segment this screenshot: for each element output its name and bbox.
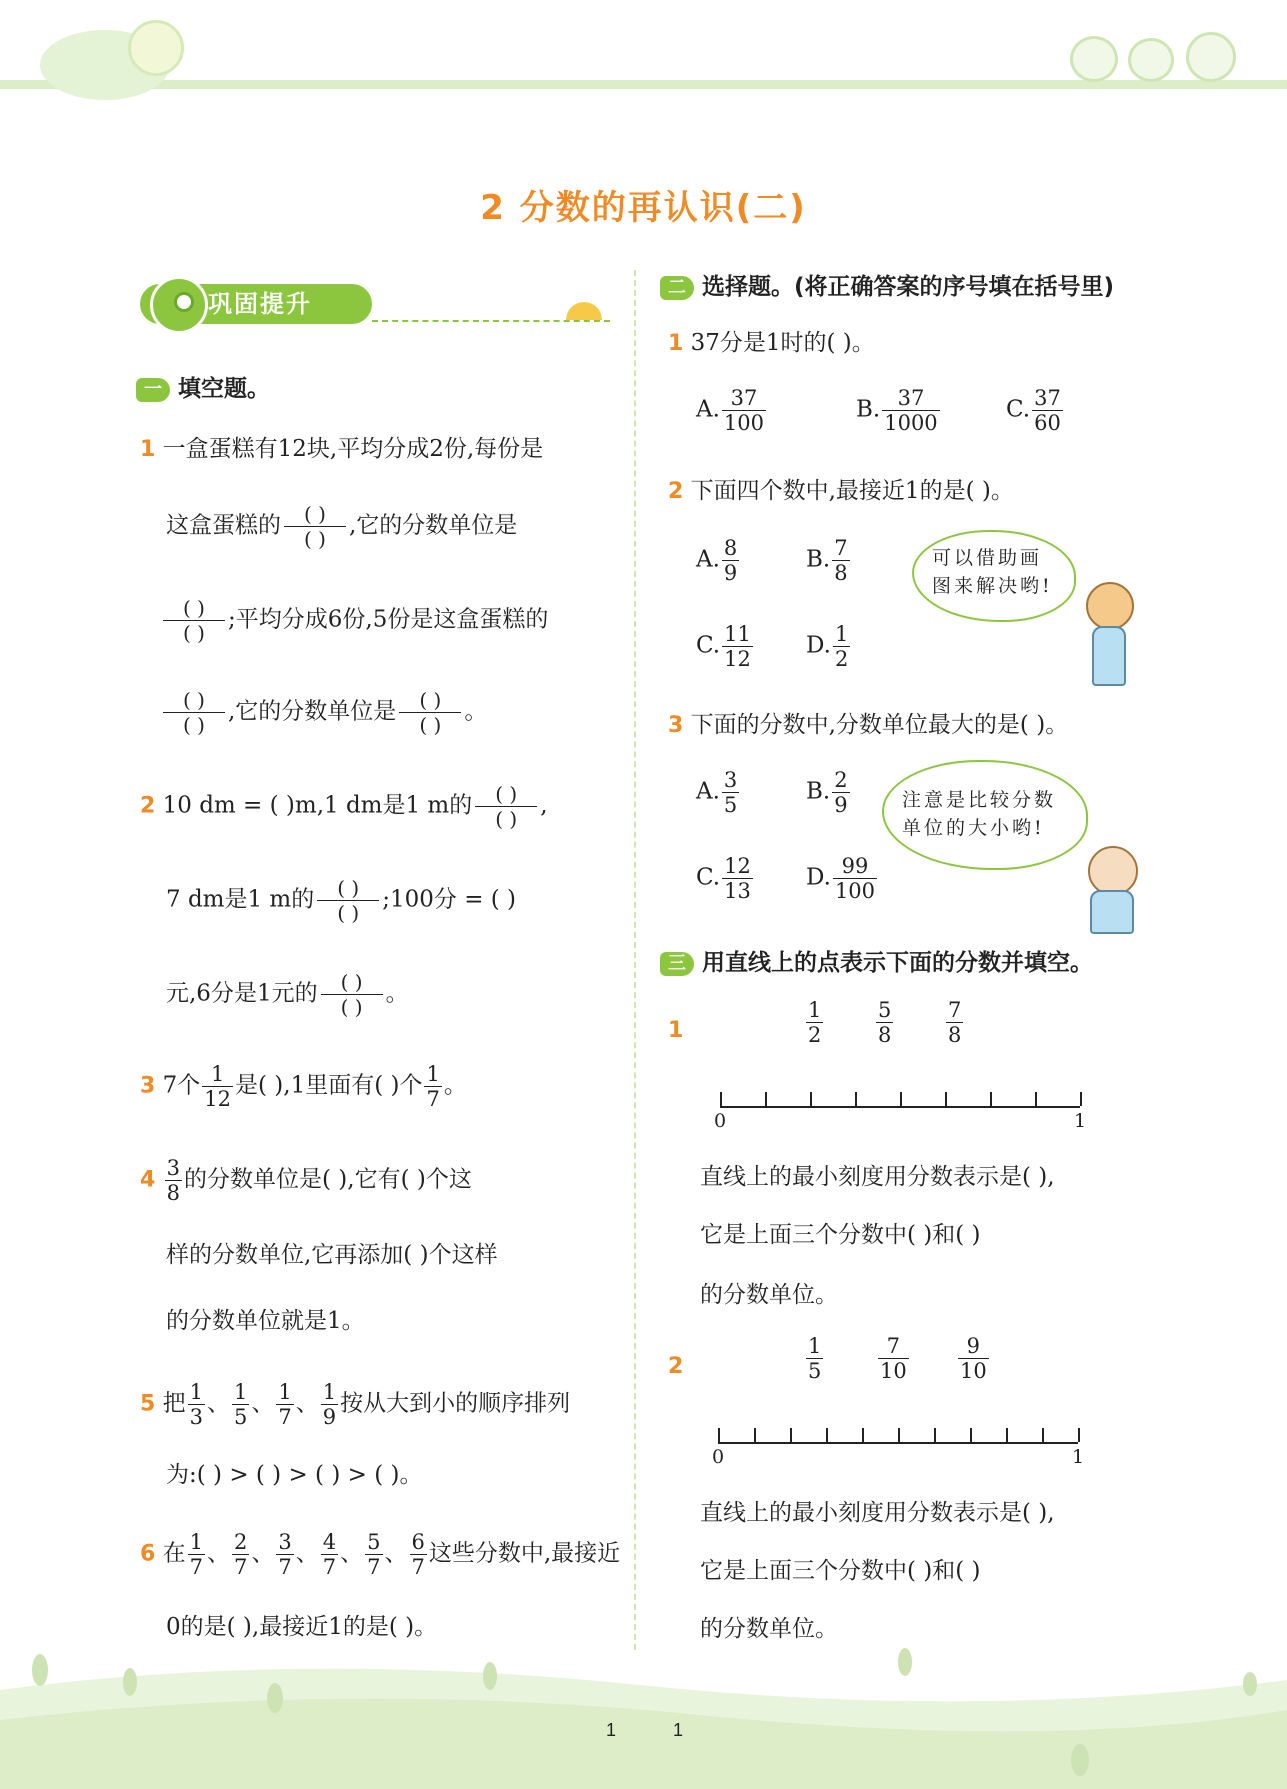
- question-text: ;100分 = ( ): [382, 886, 517, 913]
- question-text: 10 dm = ( )m,1 dm是1 m的: [162, 792, 473, 819]
- blank-fraction[interactable]: ( ) ( ): [163, 596, 225, 645]
- number-line-tick: [720, 1092, 722, 1106]
- section-heading-choice: [660, 268, 1114, 301]
- number-line-axis: [718, 1442, 1078, 1444]
- blank-fraction[interactable]: ( ) ( ): [284, 502, 346, 551]
- question-1-line-2: [166, 502, 517, 551]
- fraction: $\frac{1}{5}$: [234, 1380, 248, 1429]
- section-title: 用直线上的点表示下面的分数并填空。: [702, 950, 1093, 976]
- number-line-tick: [1078, 1428, 1080, 1442]
- fraction: $\frac{4}{7}$: [322, 1530, 337, 1579]
- number-line-zero: 0: [712, 1446, 725, 1468]
- question-text: 为:( ) > ( ) > ( ) > ( )。: [166, 1462, 423, 1488]
- number-line-tick: [1035, 1092, 1037, 1106]
- number-line-tick: [765, 1092, 767, 1106]
- number-line-tick: [754, 1428, 756, 1442]
- option-b[interactable]: B. $\frac{7}{8}$: [806, 536, 848, 585]
- question-text: 下面的分数中,分数单位最大的是( )。: [690, 712, 1069, 738]
- question-text: 这盒蛋糕的: [166, 512, 281, 539]
- question-number: 5: [140, 1391, 156, 1417]
- question-text: 7 dm是1 m的: [166, 886, 315, 913]
- option-a[interactable]: A. $\frac{3}{5}$: [696, 768, 738, 817]
- question-6: 6 在 $\frac{1}{7}$ 、 $\frac{2}{7}$ 、 $\frac{3}{7}$ 、 $\frac{4}{7}$ 、 $\frac{5}{7}$ 、 $\frac{6}{7}$ 这些分数中,最接近: [140, 1530, 621, 1579]
- question-text: 。: [385, 980, 409, 1007]
- question-text: ;平均分成6份,5份是这盒蛋糕的: [228, 606, 549, 633]
- blank-fraction[interactable]: ( ) ( ): [317, 876, 379, 925]
- question-text: 的分数单位。: [700, 1282, 838, 1308]
- question-number: 2: [668, 1354, 684, 1379]
- question-text: ,: [540, 792, 548, 819]
- number-line-1[interactable]: [720, 1092, 1080, 1112]
- page-title: 2 分数的再认识(二): [480, 188, 807, 228]
- question-1-line-4: [160, 688, 487, 737]
- number-line-tick: [934, 1428, 936, 1442]
- question-3: [140, 1062, 467, 1111]
- section-badge: 二: [660, 276, 694, 300]
- fraction: $\frac{1}{7}$: [189, 1530, 203, 1579]
- number-line-tick: [945, 1092, 947, 1106]
- option-b[interactable]: B. $\frac{2}{9}$: [806, 768, 848, 817]
- target-fraction: $\frac{1}{2}$: [808, 998, 822, 1047]
- number-line-tick: [862, 1428, 864, 1442]
- blank-fraction[interactable]: ( ) ( ): [163, 688, 225, 737]
- choice-question-3: [668, 710, 1068, 741]
- question-text: 在: [162, 1540, 186, 1567]
- number-line-tick: [990, 1092, 992, 1106]
- target-fraction: $\frac{7}{10}$: [880, 1334, 907, 1383]
- blank-fraction[interactable]: ( ) ( ): [321, 970, 383, 1019]
- animal-decoration: [1186, 32, 1236, 82]
- fraction: $\frac{1}{12}$: [204, 1062, 231, 1111]
- choice-question-1: [668, 328, 875, 359]
- hint-bubble: [912, 530, 1076, 622]
- target-fraction: $\frac{5}{8}$: [878, 998, 892, 1047]
- option-c[interactable]: C. $\frac{37}{60}$: [1006, 386, 1061, 435]
- fraction: $\frac{1}{7}$: [278, 1380, 292, 1429]
- question-2-line-3: [166, 970, 409, 1019]
- sun-decoration: [128, 20, 184, 76]
- option-b[interactable]: B. $\frac{37}{1000}$: [856, 386, 938, 435]
- question-number: 2: [140, 793, 156, 819]
- grandpa-character-icon: [1088, 846, 1138, 896]
- question-5-line-2: [166, 1460, 422, 1490]
- whale-eye-icon: [174, 292, 194, 312]
- dog-character-icon: [1086, 582, 1134, 630]
- section-heading-fill: [136, 370, 270, 403]
- question-text: 的分数单位是( ),它有( )个这: [184, 1166, 472, 1193]
- number-line-tick: [970, 1428, 972, 1442]
- question-text: 样的分数单位,它再添加( )个这样: [166, 1242, 498, 1268]
- sunset-icon: [566, 302, 602, 320]
- question-text: 把: [162, 1390, 186, 1417]
- question-text: 0的是( ),最接近1的是( )。: [166, 1614, 438, 1640]
- question-number: 1: [668, 331, 684, 356]
- fraction: $\frac{3}{8}$: [166, 1156, 180, 1205]
- question-text: ,它的分数单位是: [349, 512, 518, 539]
- number-line-tick: [718, 1428, 720, 1442]
- question-number: 3: [668, 713, 684, 738]
- option-c[interactable]: C. $\frac{12}{13}$: [696, 854, 751, 903]
- option-a[interactable]: A. $\frac{8}{9}$: [696, 536, 738, 585]
- question-text: 这些分数中,最接近: [428, 1540, 621, 1567]
- blank-fraction[interactable]: ( ) ( ): [399, 688, 461, 737]
- question-number: 4: [140, 1167, 156, 1193]
- question-text: 它是上面三个分数中( )和( ): [700, 1222, 981, 1248]
- question-text: 是( ),1里面有( )个: [235, 1072, 423, 1099]
- question-6-line-2: [166, 1612, 437, 1642]
- question-text: 的分数单位。: [700, 1616, 838, 1642]
- number-line-tick: [1042, 1428, 1044, 1442]
- blank-fraction[interactable]: ( ) ( ): [475, 782, 537, 831]
- section-heading-numberline: [660, 944, 1093, 977]
- question-1: [140, 434, 543, 465]
- question-text: 元,6分是1元的: [166, 980, 318, 1007]
- column-divider: [634, 270, 636, 1650]
- question-number: 2: [668, 479, 684, 504]
- banner-dash-line: [372, 320, 610, 322]
- question-text: 直线上的最小刻度用分数表示是( ),: [700, 1500, 1055, 1526]
- hint-text: 图来解决哟!: [932, 575, 1053, 597]
- question-2-line-2: [166, 876, 516, 925]
- section-title: 填空题。: [178, 376, 270, 402]
- choice-question-2: [668, 476, 1014, 507]
- number-line-axis: [720, 1106, 1080, 1108]
- question-text: 下面四个数中,最接近1的是( )。: [690, 478, 1014, 504]
- question-text: 它是上面三个分数中( )和( ): [700, 1558, 981, 1584]
- question-1-line-3: [160, 596, 548, 645]
- question-text: 。: [443, 1072, 467, 1099]
- question-4-line-2: [166, 1240, 498, 1270]
- animal-decoration: [1070, 36, 1118, 82]
- question-text: 37分是1时的( )。: [690, 330, 875, 356]
- hint-bubble: [882, 760, 1088, 870]
- hint-text: 单位的大小哟!: [902, 817, 1045, 839]
- section-badge: 一: [136, 378, 170, 402]
- fraction: $\frac{1}{7}$: [426, 1062, 440, 1111]
- fraction: $\frac{1}{9}$: [322, 1380, 337, 1429]
- number-line-zero: 0: [714, 1110, 727, 1132]
- section-title: 选择题。(将正确答案的序号填在括号里): [702, 274, 1115, 300]
- number-line-tick: [826, 1428, 828, 1442]
- section-badge: 三: [660, 952, 694, 976]
- question-text: 直线上的最小刻度用分数表示是( ),: [700, 1164, 1055, 1190]
- target-fraction: $\frac{1}{5}$: [808, 1334, 822, 1383]
- question-number: 3: [140, 1073, 156, 1099]
- question-2: [140, 782, 548, 831]
- option-a[interactable]: A. $\frac{37}{100}$: [696, 386, 765, 435]
- question-5: 5 把 $\frac{1}{3}$ 、 $\frac{1}{5}$ 、 $\frac{1}{7}$ 、 $\frac{1}{9}$ 按从大到小的顺序排列: [140, 1380, 571, 1429]
- fraction: $\frac{5}{7}$: [367, 1530, 381, 1579]
- question-number: 1: [668, 1018, 684, 1043]
- animal-decoration: [1128, 38, 1174, 82]
- number-line-one: 1: [1072, 1446, 1085, 1468]
- section-banner: 巩固提升: [140, 284, 372, 324]
- question-4-line-3: [166, 1306, 365, 1336]
- target-fraction: $\frac{7}{8}$: [948, 998, 962, 1047]
- question-text: 。: [464, 698, 488, 725]
- footer-hills: [0, 1640, 1287, 1789]
- number-line-one: 1: [1074, 1110, 1087, 1132]
- option-c[interactable]: C. $\frac{11}{12}$: [696, 622, 751, 671]
- question-text: 一盒蛋糕有12块,平均分成2份,每份是: [162, 436, 544, 462]
- option-d[interactable]: D. $\frac{99}{100}$: [806, 854, 876, 903]
- number-line-tick: [810, 1092, 812, 1106]
- question-text: ,它的分数单位是: [228, 698, 397, 725]
- question-number: 6: [140, 1541, 156, 1567]
- fraction: $\frac{1}{3}$: [189, 1380, 203, 1429]
- grandpa-character-body: [1090, 890, 1134, 934]
- number-line-tick: [855, 1092, 857, 1106]
- fraction: $\frac{6}{7}$: [411, 1530, 425, 1579]
- number-line-tick: [790, 1428, 792, 1442]
- fraction: $\frac{3}{7}$: [278, 1530, 292, 1579]
- number-line-tick: [900, 1092, 902, 1106]
- number-line-tick: [898, 1428, 900, 1442]
- target-fraction: $\frac{9}{10}$: [960, 1334, 987, 1383]
- page-number: 1: [606, 1720, 617, 1740]
- hint-text: 注意是比较分数: [902, 789, 1057, 811]
- question-number: 1: [140, 437, 156, 462]
- number-line-tick: [1080, 1092, 1082, 1106]
- number-line-tick: [1006, 1428, 1008, 1442]
- question-text: 的分数单位就是1。: [166, 1308, 365, 1334]
- question-text: 按从大到小的顺序排列: [340, 1390, 571, 1417]
- dog-character-body: [1092, 626, 1126, 686]
- fraction: $\frac{2}{7}$: [234, 1530, 248, 1579]
- number-line-2[interactable]: [718, 1428, 1078, 1448]
- question-text: 7个: [162, 1072, 201, 1099]
- page-number: 1: [673, 1720, 684, 1740]
- question-4: [140, 1156, 472, 1205]
- hint-text: 可以借助画: [932, 547, 1043, 569]
- option-d[interactable]: D. $\frac{1}{2}$: [806, 622, 849, 671]
